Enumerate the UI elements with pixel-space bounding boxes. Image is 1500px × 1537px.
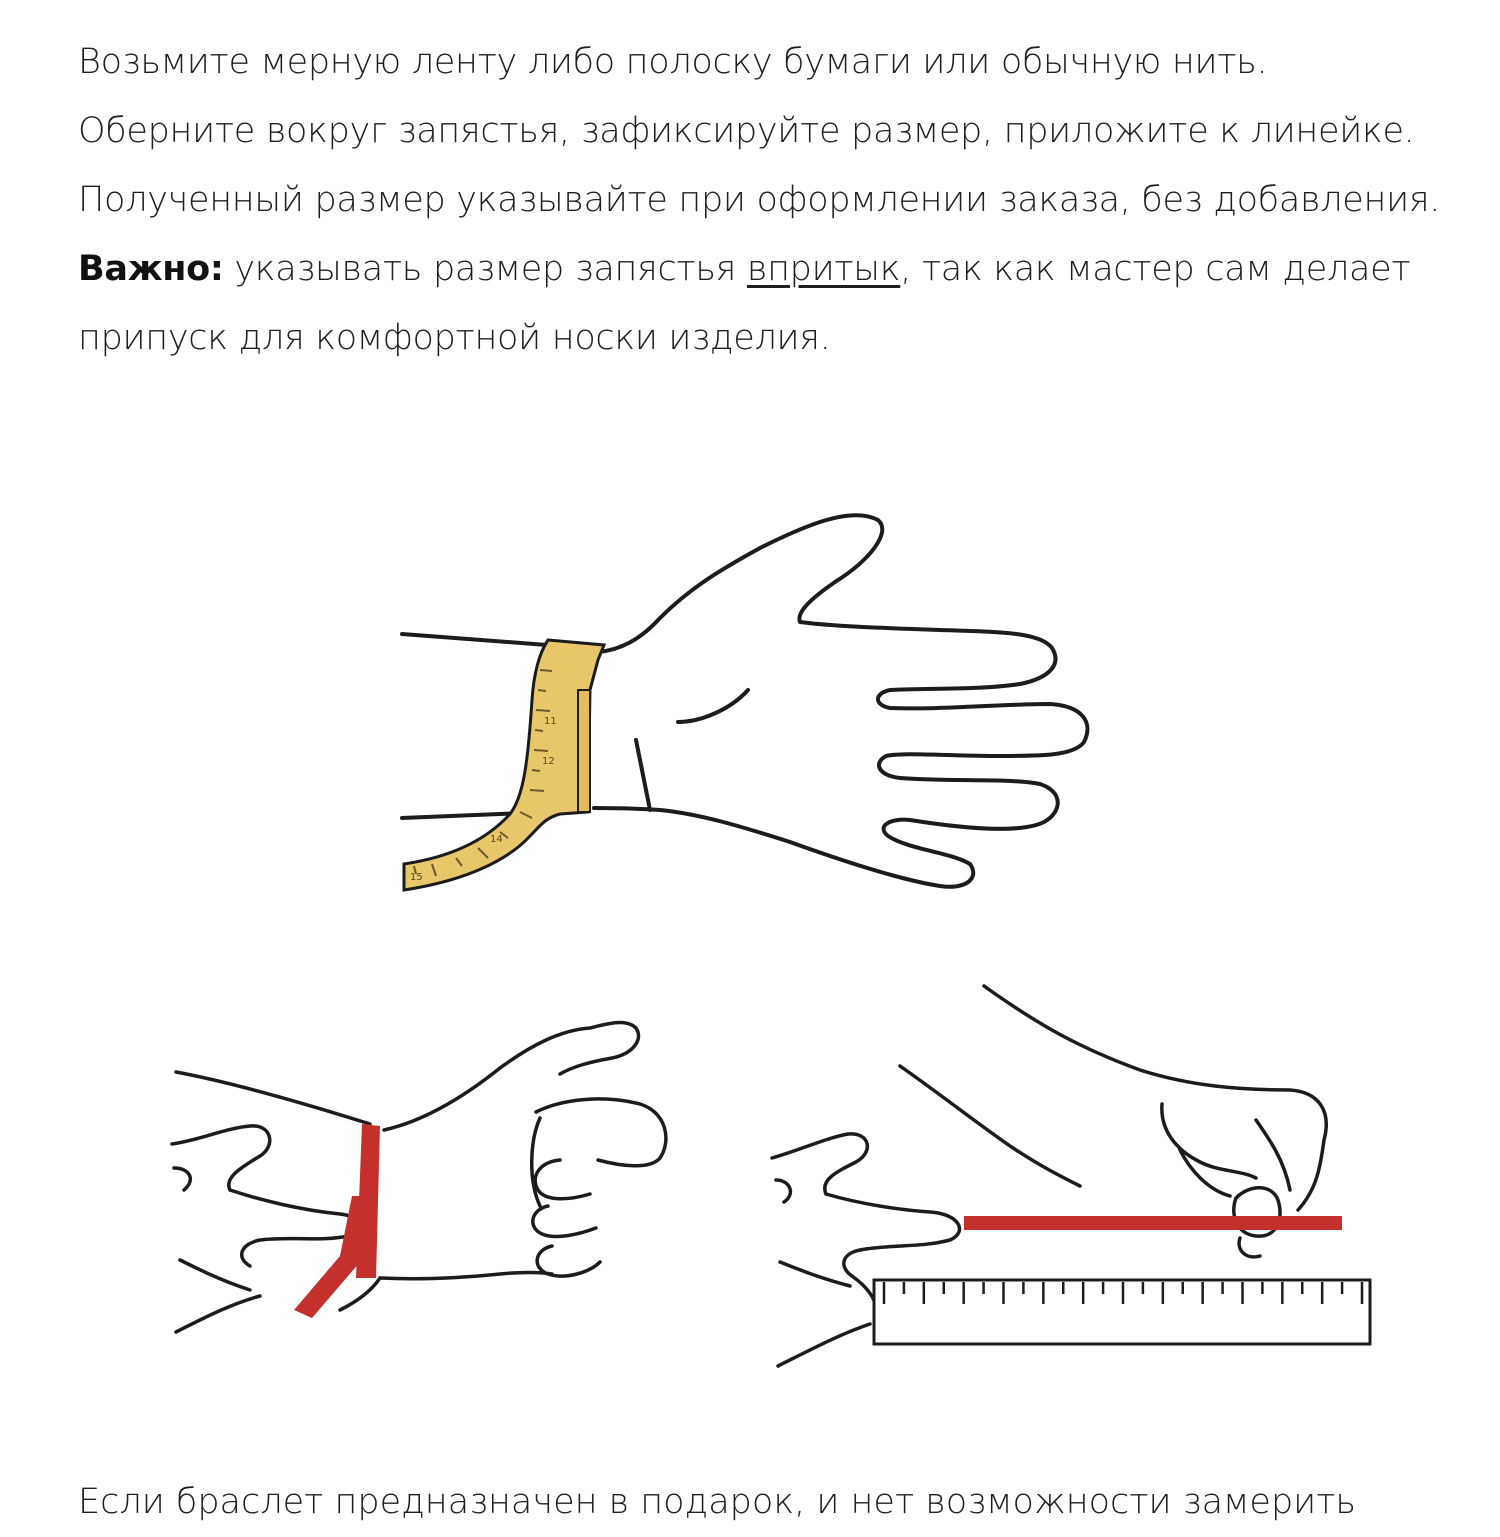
red-thread-straight [964,1216,1342,1230]
ruler [874,1280,1370,1344]
footer-partial-text: Если браслет предназначен в подарок, и нет возможности замерить [78,1482,1357,1522]
tape-number: 15 [410,872,423,883]
red-thread-wrist [294,1124,380,1318]
important-text-after: , так как мастер сам делает припуск для комфортной носки изделия. [78,249,1411,358]
instructions-paragraph: Возьмите мерную ленту либо полоску бумаги или обычную нить. Оберните вокруг запястья, зафиксируйте размер, приложите к линейке. Полученный размер указывайте при оформлении заказа, без добавления. [78,42,1441,220]
tape-number: 11 [544,716,557,727]
important-underlined-word: впритык [746,249,901,289]
tape-number: 12 [542,756,555,767]
important-text-before: указывать размер запястья [223,249,747,289]
measuring-tape [404,640,604,890]
important-label: Важно: [78,249,224,289]
tape-number: 14 [490,834,503,845]
wrist-with-red-thread-illustration [172,1023,666,1332]
